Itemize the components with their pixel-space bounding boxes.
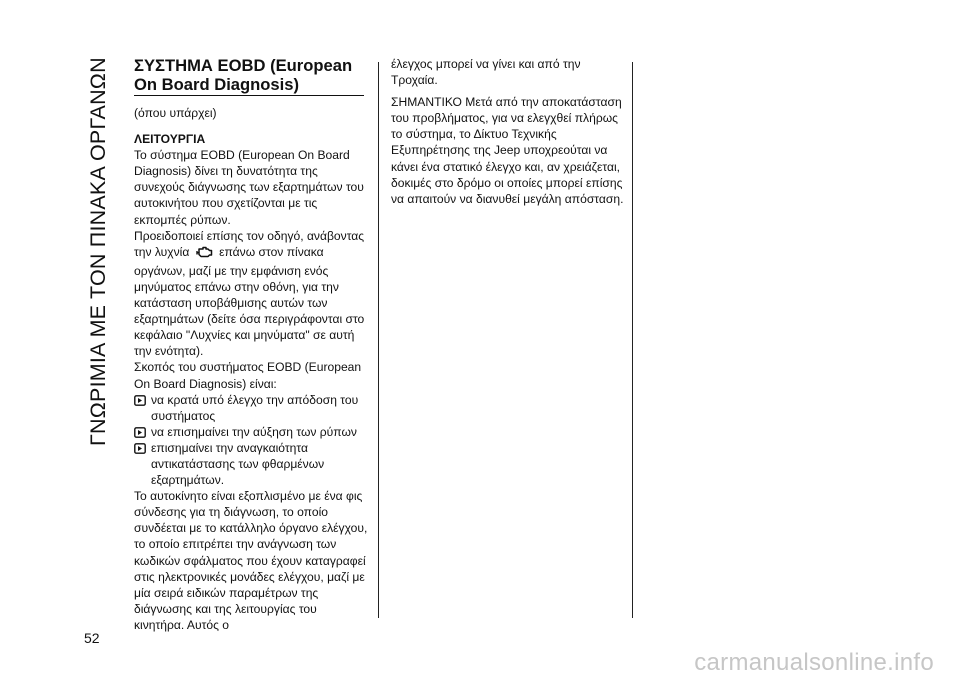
side-chapter-title <box>83 46 113 446</box>
list-item-text: να επισημαίνει την αύξηση των ρύπων <box>151 424 357 439</box>
arrow-bullet-icon <box>134 443 146 454</box>
section-heading <box>134 56 364 96</box>
paragraph-warning-lamp-after: επάνω στον πίνακα οργάνων, μαζί με την εμφάνιση ενός μηνύματος επάνω στην οθόνη, για την κατάσταση υποβάθμισης αυτών των εξαρτημάτων (δείτε όσα περιγράφονται στο κεφάλαιο "Λυχνίες και μηνύματα" σε αυτή την ενότητα). <box>134 244 365 359</box>
section-heading-line2: On Board Diagnosis) <box>134 75 300 94</box>
operation-label: ΛΕΙΤΟΥΡΓΙΑ <box>134 132 206 147</box>
paragraph-diagnosis-socket: Το αυτοκίνητο είναι εξοπλισμένο με ένα φις σύνδεσης για τη διάγνωση, το οποίο συνδέεται με το κατάλληλο όργανο ελέγχου, το οποίο επιτρέπει την ανάγνωση των κωδικών σφάλματος που έχουν καταγραφεί στις ηλεκτρονικές μονάδες ελέγχου, μαζί με μία σειρά ειδικών παραμέτρων της διάγνωσης και της λειτουργίας του κινητήρα. Αυτός ο <box>134 489 368 632</box>
column-divider-right <box>632 62 633 618</box>
section-subtitle: (όπου υπάρχει) <box>134 106 217 120</box>
list-item-text: επισημαίνει την αναγκαιότητα αντικατάστασης των φθαρμένων εξαρτημάτων. <box>151 440 325 488</box>
watermark: carmanualsonline.info <box>694 649 934 676</box>
page-number: 52 <box>84 630 100 646</box>
list-item <box>134 392 370 424</box>
paragraph-purpose: Σκοπός του συστήματος EOBD (European On Board Diagnosis) είναι: <box>134 360 362 391</box>
side-chapter-title-text: ΓΝΩΡΙΜΙΑ ΜΕ ΤΟΝ ΠΙΝΑΚΑ ΟΡΓΑΝΩΝ <box>86 57 110 446</box>
column-divider-left <box>378 62 379 618</box>
list-item <box>134 440 370 488</box>
column-one <box>134 56 370 633</box>
engine-check-icon <box>196 246 213 263</box>
column-two <box>391 56 627 207</box>
arrow-bullet-icon <box>134 427 146 438</box>
section-heading-line1: ΣΥΣΤΗΜΑ EOBD (European <box>134 56 353 75</box>
paragraph-intro: Το σύστημα EOBD (European On Board Diagnosis) δίνει τη δυνατότητα της συνεχούς διάγνωσης των εξαρτημάτων του αυτοκινήτου που σχετίζονται με τις εκπομπές ρύπων. <box>134 148 364 227</box>
arrow-bullet-icon <box>134 395 146 406</box>
list-item <box>134 424 370 440</box>
paragraph-important: ΣΗΜΑΝΤΙΚΟ Μετά από την αποκατάσταση του προβλήματος, για να ελεγχθεί πλήρως το σύστημα, το Δίκτυο Τεχνικής Εξυπηρέτησης της Jeep υποχρεούται να κάνει ένα στατικό έλεγχο και, αν χρειάζεται, δοκιμές στο δρόμο οι οποίες μπορεί επίσης να απαιτούν να διανυθεί μεγάλη απόσταση. <box>391 95 624 206</box>
paragraph-warning-lamp-before: Προειδοποιεί επίσης τον οδηγό, ανάβοντας την λυχνία <box>134 228 365 259</box>
list-item-text: να κρατά υπό έλεγχο την απόδοση του συστήματος <box>151 392 359 423</box>
paragraph-continuation: έλεγχος μπορεί να γίνει και από την Τροχαία. <box>391 57 581 88</box>
paragraph-warning-lamp <box>134 228 370 360</box>
